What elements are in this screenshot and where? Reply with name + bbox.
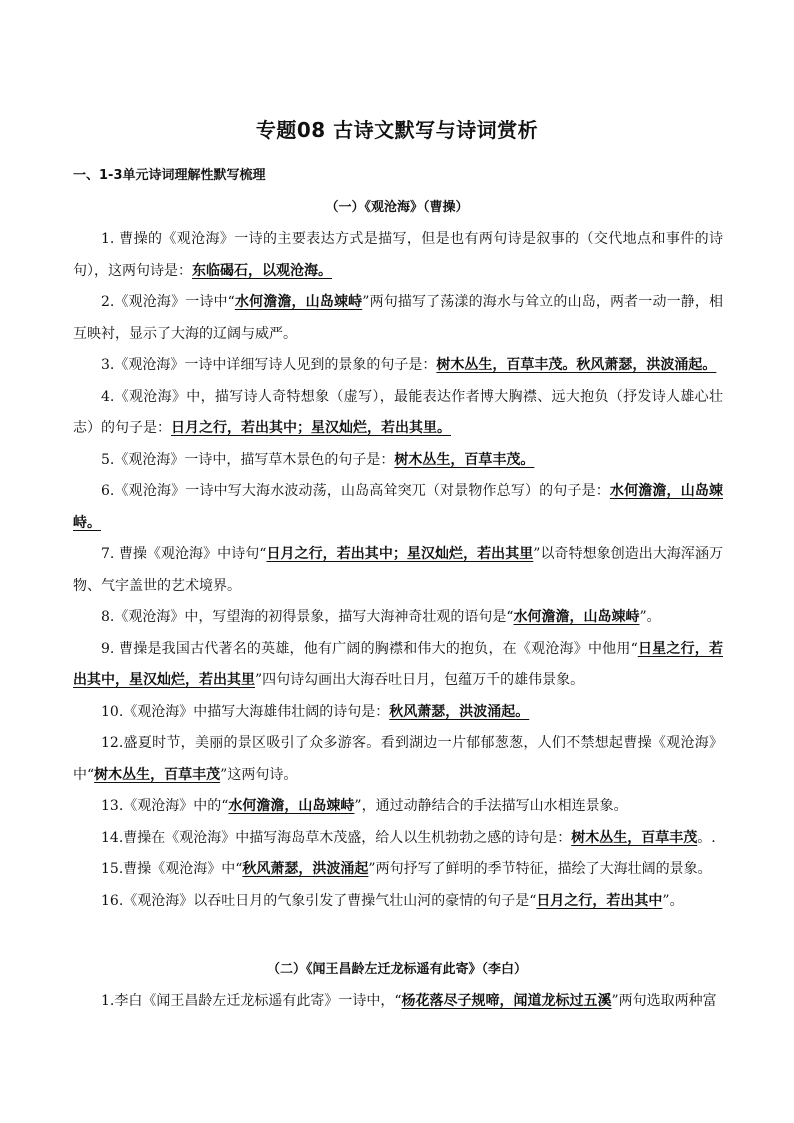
question-list-guancanghai	[73, 224, 723, 917]
poem-heading-guancanghai: （一）《观沧海》（曹操）	[325, 200, 469, 215]
question-item: 14.曹操在《观沧海》中描写海岛草木茂盛，给人以生机勃勃之感的诗句是：树木丛生，百草丰茂。.	[101, 829, 716, 846]
answer-text: 杨花落尽子规啼，闻道龙标过五溪	[401, 993, 612, 1009]
page-title: 专题08 古诗文默写与诗词赏析	[255, 118, 539, 142]
answer-text: 秋风萧瑟，洪波涌起。	[389, 703, 530, 720]
question-item: 16.《观沧海》以吞吐日月的气象引发了曹操气壮山河的豪情的句子是“日月之行，若出其中”。	[101, 892, 684, 909]
question-item: 7. 曹操《观沧海》中诗句“日月之行，若出其中；星汉灿烂，若出其里”以奇特想象创造出大海浑涵万物、气宇盖世的艺术境界。	[73, 546, 724, 594]
answer-text: 秋风萧瑟，洪波涌起	[242, 861, 369, 877]
question-item: 12.盛夏时节，美丽的景区吸引了众多游客。看到湖边一片郁郁葱葱，人们不禁想起曹操《观沧海》中“树木丛生，百草丰茂”这两句诗。	[73, 735, 723, 783]
answer-text: 日星之行，若出其中，星汉灿烂，若出其里	[73, 640, 723, 688]
question-item: 4.《观沧海》中，描写诗人奇特想象（虚写），最能表达作者博大胸襟、远大抱负（抒发诗人雄心壮志）的句子是：日月之行，若出其中；星汉灿烂，若出其里。	[73, 388, 723, 436]
answer-text: 水何澹澹，山岛竦峙	[234, 294, 363, 310]
question-item: 1.李白《闻王昌龄左迁龙标遥有此寄》一诗中，“杨花落尽子规啼，闻道龙标过五溪”两句选取两种富	[101, 993, 717, 1009]
answer-text: 日月之行，若出其中	[536, 892, 663, 909]
question-item: 1. 曹操的《观沧海》一诗的主要表达方式是描写，但是也有两句诗是叙事的（交代地点和事件的诗句），这两句诗是：东临碣石，以观沧海。	[73, 231, 723, 279]
answer-text: 日月之行，若出其中；星汉灿烂，若出其里。	[171, 420, 451, 436]
poem-heading-wenwangchangling: （二）《闻王昌龄左迁龙标遥有此寄》（李白）	[266, 962, 527, 977]
section-heading: 一、1-3单元诗词理解性默写梳理	[73, 168, 266, 183]
answer-text: 水何澹澹，山岛竦峙	[513, 609, 640, 625]
answer-text: 树木丛生，百草丰茂。秋风萧瑟，洪波涌起。	[436, 357, 717, 373]
answer-text: 树木丛生，百草丰茂	[94, 766, 221, 783]
answer-text: 水何澹澹，山岛竦峙。	[73, 483, 724, 531]
answer-text: 树木丛生，百草丰茂	[571, 829, 698, 846]
question-item: 9. 曹操是我国古代著名的英雄，他有广阔的胸襟和伟大的抱负，在《观沧海》中他用“日星之行，若出其中，星汉灿烂，若出其里”四句诗勾画出大海吞吐日月，包蕴万千的雄伟景象。	[73, 640, 723, 688]
question-item: 10.《观沧海》中描写大海雄伟壮阔的诗句是：秋风萧瑟，洪波涌起。	[101, 703, 530, 720]
question-item: 13.《观沧海》中的“水何澹澹，山岛竦峙”，通过动静结合的手法描写山水相连景象。	[101, 798, 628, 814]
question-item: 5.《观沧海》一诗中，描写草木景色的句子是：树木丛生，百草丰茂。	[101, 451, 535, 468]
question-item: 3.《观沧海》一诗中详细写诗人见到的景象的句子是：树木丛生，百草丰茂。秋风萧瑟，洪波涌起。	[101, 357, 717, 373]
answer-text: 东临碣石，以观沧海。	[192, 262, 332, 279]
answer-text: 水何澹澹，山岛竦峙	[228, 798, 355, 814]
question-item: 8.《观沧海》中，写望海的初得景象，描写大海神奇壮观的语句是“水何澹澹，山岛竦峙”。	[101, 609, 661, 625]
question-list-wenwangchangling	[73, 986, 723, 1018]
answer-text: 树木丛生，百草丰茂。	[394, 451, 535, 468]
question-item: 6.《观沧海》一诗中写大海水波动荡，山岛高耸突兀（对景物作总写）的句子是：水何澹澹，山岛竦峙。	[73, 483, 724, 531]
answer-text: 日月之行，若出其中；星汉灿烂，若出其里	[266, 546, 534, 562]
question-item: 15.曹操《观沧海》中“秋风萧瑟，洪波涌起”两句抒写了鲜明的季节特征，描绘了大海壮阔的景象。	[101, 861, 712, 877]
question-item: 2.《观沧海》一诗中“水何澹澹，山岛竦峙”两句描写了荡漾的海水与耸立的山岛，两者一动一静，相互映衬，显示了大海的辽阔与威严。	[73, 294, 724, 342]
